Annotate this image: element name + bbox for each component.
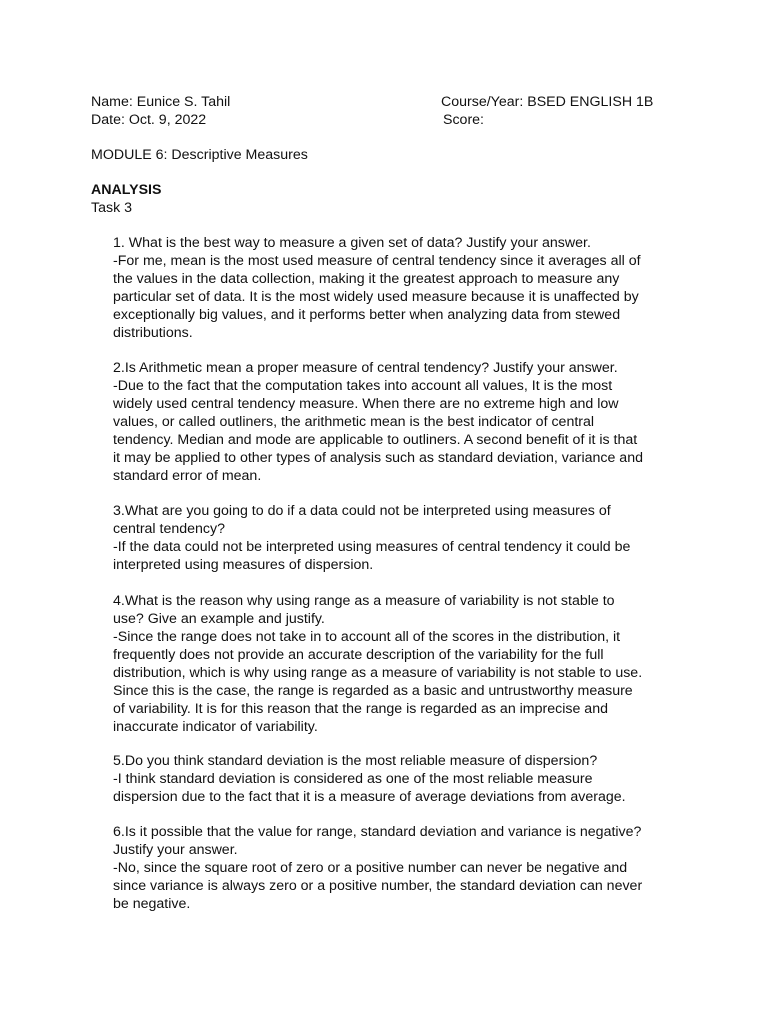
question-block-4 [113, 592, 688, 736]
answer-text: -I think standard deviation is considered as one of the most reliable measure dispersion due to the fact that it is a measure of average deviations from average. [113, 771, 626, 805]
answer-text: -No, since the square root of zero or a positive number can never be negative and since variance is always zero or a positive number, the standard deviation can never be negative. [113, 860, 643, 912]
score: Score: [443, 112, 485, 128]
section-title: ANALYSIS [91, 182, 162, 198]
question-block-3 [113, 502, 688, 574]
question-block-5 [113, 752, 688, 806]
question-text: 2.Is Arithmetic mean a proper measure of central tendency? Justify your answer. [113, 360, 618, 376]
question-text: 4.What is the reason why using range as a measure of variability is not stable to use? Give an example and justify. [113, 593, 615, 627]
answer-text: -For me, mean is the most used measure of central tendency since it averages all of the values in the data collection, making it the greatest approach to measure any particular set of data. It is the most widely used measure because it is unaffected by exceptionally big values, and it performs better when analyzing data from stewed distributions. [113, 253, 641, 341]
date: Date: Oct. 9, 2022 [91, 112, 207, 128]
answer-text: -If the data could not be interpreted using measures of central tendency it could be interpreted using measures of dispersion. [113, 539, 631, 573]
answer-text: -Since the range does not take in to account all of the scores in the distribution, it frequently does not provide an accurate description of the variability for the full distribution, which is why using range as a measure of variability is not stable to use. Since this is the case, the range is regarded as a basic and untrustworthy measure of variability. It is for this reason that the range is regarded as an imprecise and inaccurate indicator of variability. [113, 629, 643, 735]
question-block-2 [113, 359, 688, 485]
question-block-1 [113, 234, 688, 342]
question-text: 6.Is it possible that the value for range, standard deviation and variance is negative? Justify your answer. [113, 824, 642, 858]
question-text: 5.Do you think standard deviation is the most reliable measure of dispersion? [113, 753, 598, 769]
student-name: Name: Eunice S. Tahil [91, 94, 231, 110]
question-text: 1. What is the best way to measure a given set of data? Justify your answer. [113, 235, 591, 251]
course-year: Course/Year: BSED ENGLISH 1B [441, 94, 654, 110]
question-text: 3.What are you going to do if a data could not be interpreted using measures of central tendency? [113, 503, 611, 537]
answer-text: -Due to the fact that the computation takes into account all values, It is the most widely used central tendency measure. When there are no extreme high and low values, or called outliners, the arithmetic mean is the best indicator of central tendency. Median and mode are applicable to outliners. A second benefit of it is that it may be applied to other types of analysis such as standard deviation, variance and standard error of mean. [113, 378, 643, 484]
module-title: MODULE 6: Descriptive Measures [91, 147, 308, 163]
question-block-6 [113, 823, 688, 913]
task-label: Task 3 [91, 200, 133, 216]
